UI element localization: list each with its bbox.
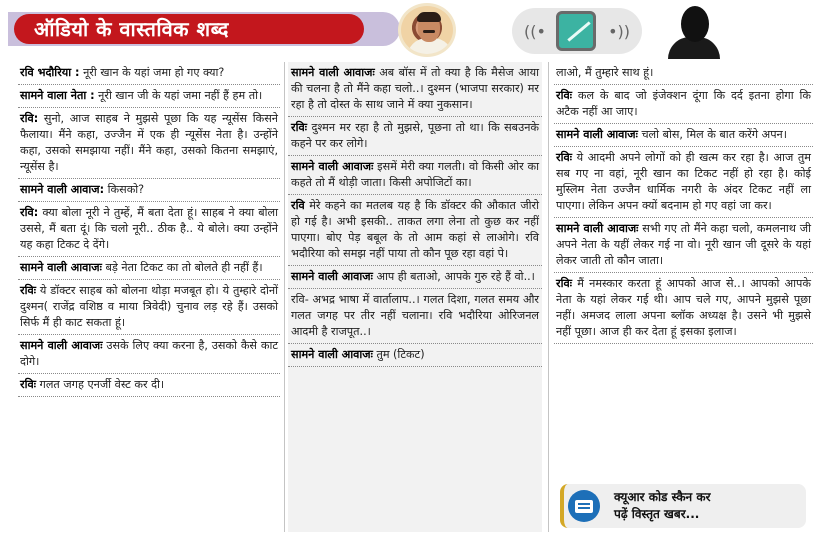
speaker-label: सामने वाली आवाजः [20, 339, 103, 352]
dialogue-paragraph [18, 335, 280, 374]
column-3 [554, 62, 813, 532]
dialogue-paragraph [554, 62, 813, 85]
speaker-label: सामने वाली आवाजः [291, 160, 374, 173]
dialogue-text: रवि- अभद्र भाषा में वार्तालाप..। गलत दिशा, गलत समय और गलत जगह पर तीर नहीं चलाना। रवि भदौरिया ओरिजनल आदमी है राजपूत..। [291, 293, 539, 338]
qr-line-2: पढ़ें विस्तृत खबर... [614, 507, 700, 521]
politician-hair [417, 12, 441, 22]
column-divider [284, 62, 285, 532]
page-title: ऑडियो के वास्तविक शब्द [14, 14, 364, 44]
dialogue-text: क्या बोला नूरी ने तुम्हें, मैं बता देता हूं। साहब ने क्या बोला उससे, मैं बता दूं। कि चलो नूरी.. ठीक है.. ये बोले। क्या उन्होंने यह कहा टिकट दे देंगे। [20, 206, 279, 251]
dialogue-text: ये डॉक्टर साहब को बोलना थोड़ा मजबूत हो। ये तुम्हारे दोनों दुश्मन( राजेंद्र वशिष्ठ व माया त्रिवेदी) चुनाव लड़ रहे हैं। उसको सिर्फ मैं ही काट सकता हूं। [20, 284, 278, 329]
speaker-label: सामने वाली आवाजः [291, 348, 373, 361]
qr-callout-text [614, 489, 804, 523]
dialogue-paragraph [554, 218, 813, 273]
dialogue-text: तुम (टिकट) [376, 348, 425, 361]
speaker-label: सामने वाली आवाजः [556, 128, 638, 141]
column-1 [18, 62, 280, 532]
bottom-cut-strip [0, 536, 835, 547]
speaker-label: रविः [291, 121, 307, 134]
speaker-label: रविः [20, 378, 36, 391]
dialogue-text: सुनो, आज साहब ने मुझसे पूछा कि यह न्यूसेंस किसने फैलाया। मैंने कहा, उज्जैन में एक ही न्यूसेंस नेता है। उन्होंने कहा, उसको समझाया नहीं। मैंने कहा, उसको कितना समझाएं, न्यूसेंस है। [20, 112, 278, 173]
dialogue-paragraph [288, 117, 542, 156]
speaker-label: रविः [20, 284, 36, 297]
speaker-label: रवि: [20, 206, 39, 219]
dialogue-text: नूरी खान के यहां जमा हो गए क्या? [83, 66, 225, 79]
dialogue-paragraph [18, 374, 280, 397]
dialogue-paragraph [18, 85, 280, 108]
dialogue-text: अब बॉस में तो क्या है कि मैसेज आया की चलना है तो मैंने कहा चलो..। दुश्मन (भाजपा सरकार) मर रहा है तो दोस्त के साथ जाने में क्या नुकसान। [291, 66, 539, 111]
qr-code-callout [560, 484, 806, 528]
dialogue-paragraph [288, 62, 542, 117]
dialogue-text: किसको? [107, 183, 145, 196]
dialogue-paragraph [18, 257, 280, 280]
sound-wave-right-icon: •)) [608, 22, 630, 41]
dialogue-text: मैं नमस्कार करता हूं आपको आज से..। आपको आपके नेता के यहां लेकर गई थी। आप चले गए, आपने मुझसे पूछा नहीं। अमजद लाला अपना ब्लॉक अध्यक्ष है। उसने भी मुझसे नहीं पूछा। आज ही कर देता हूं इसका इलाज। [556, 277, 811, 338]
speaker-label: रवि भदौरिया : [20, 66, 80, 79]
dialogue-paragraph [288, 266, 542, 289]
dialogue-text: उसके लिए क्या करना है, उसको कैसे काट दोगे। [20, 339, 278, 368]
anonymous-silhouette-icon [664, 3, 724, 57]
dialogue-paragraph [18, 202, 280, 257]
speaker-label: रवि: [20, 112, 39, 125]
speaker-label: सामने वाला नेता : [20, 89, 95, 102]
speaker-label: सामने वाली आवाजः [291, 270, 373, 283]
speaker-label: रवि [291, 199, 305, 212]
dialogue-text: सभी गए तो मैंने कहा चलो, कमलनाथ जी अपने नेता के यहीं लेकर गई ना वो। नूरी खान जी दूसरे के यहां लेकर जाती तो कौन जाता। [556, 222, 811, 267]
dialogue-text: लाओ, मैं तुम्हारे साथ हूं। [556, 66, 654, 79]
dialogue-paragraph [18, 62, 280, 85]
dialogue-text: मेरे कहने का मतलब यह है कि डॉक्टर की औकात जीरो हो गई है। अभी इसकी.. ताकत लगा लेना तो कुछ कर नहीं पाएगा। बोए पेड़ बबूल के तो आम कहां से लाओगे। रवि भदौरिया को समझ नहीं पाया तो कौन पूछ रहा वहां पे। [291, 199, 539, 260]
speaker-label: रविः [556, 89, 572, 102]
dialogue-paragraph [554, 147, 813, 218]
header [0, 0, 835, 60]
dialogue-text: इसमें मेरी क्या गलती। वो किसी ओर का कहते तो मैं थोड़ी जाता। किसी अपोजिटों का। [291, 160, 539, 189]
dialogue-paragraph [288, 195, 542, 266]
sound-wave-left-icon: ((• [524, 22, 546, 41]
speaker-label: सामने वाली आवाजः [556, 222, 639, 235]
qr-scan-icon [568, 490, 600, 522]
dialogue-paragraph [554, 85, 813, 124]
dialogue-text: कल के बाद जो इंजेक्शन दूंगा कि दर्द इतना होगा कि अटैक नहीं आ जाए। [556, 89, 811, 118]
column-divider [548, 62, 549, 532]
dialogue-text: चलो बोस, मिल के बात करेंगे अपन। [641, 128, 788, 141]
dialogue-paragraph [554, 124, 813, 147]
dialogue-text: ये आदमी अपने लोगों को ही खत्म कर रहा है। आज तुम सब गए ना वहां, नूरी खान का टिकट नहीं हो रहा है। कोई मुस्लिम नेता उज्जैन धार्मिक नगरी के अंदर टिकट नहीं ला पाएगा। लेकिन अपन क्यों बदनाम हो गए वहां जा कर। [556, 151, 811, 212]
speaker-label: सामने वाली आवाजः [291, 66, 375, 79]
dialogue-text: दुश्मन मर रहा है तो मुझसे, पूछना तो था। कि सबउनके कहने पर कर लोगे। [291, 121, 539, 150]
qr-line-1: क्यूआर कोड स्कैन कर [614, 490, 711, 504]
dialogue-text: आप ही बताओ, आपके गुरु रहे हैं वो..। [376, 270, 535, 283]
dialogue-text: गलत जगह एनर्जी वेस्ट कर दी। [39, 378, 165, 391]
dialogue-paragraph [288, 289, 542, 344]
dialogue-paragraph [288, 156, 542, 195]
dialogue-text: नूरी खान जी के यहां जमा नहीं हैं हम तो। [98, 89, 263, 102]
dialogue-paragraph [554, 273, 813, 344]
silhouette-head [681, 6, 709, 42]
dialogue-text: बड़े नेता टिकट का तो बोलते ही नहीं हैं। [105, 261, 263, 274]
speaker-label: रविः [556, 151, 572, 164]
speaker-label: सामने वाली आवाज: [20, 183, 105, 196]
dialogue-paragraph [18, 179, 280, 202]
dialogue-paragraph [288, 344, 542, 367]
phone-call-graphic [512, 8, 642, 54]
politician-photo [398, 3, 456, 57]
dialogue-paragraph [18, 108, 280, 179]
phone-icon [556, 11, 596, 51]
column-2 [288, 62, 542, 532]
speaker-label: रविः [556, 277, 572, 290]
speaker-label: सामने वाली आवाजः [20, 261, 102, 274]
politician-mustache [423, 30, 435, 33]
dialogue-paragraph [18, 280, 280, 335]
